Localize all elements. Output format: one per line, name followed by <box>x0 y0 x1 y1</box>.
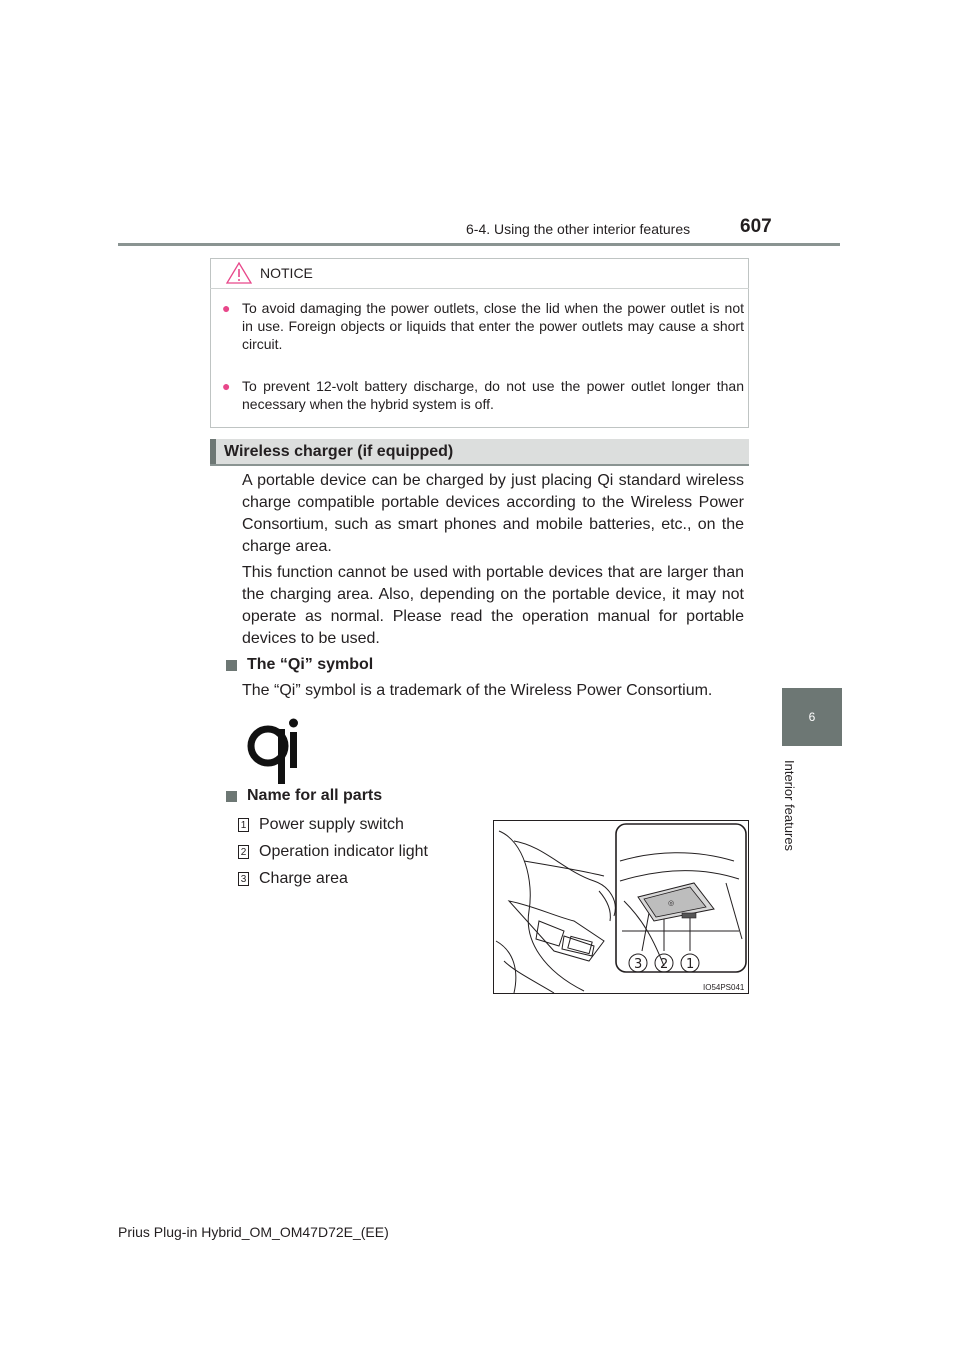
body-paragraph: This function cannot be used with portable devices that are larger than the charging area. Also, depending on the portable device, it may not operate as normal. Please read the operation manual for portable devices to be used. <box>242 564 744 647</box>
page-number: 607 <box>740 216 772 237</box>
part-number: 2 <box>238 845 249 859</box>
callout-3: 3 <box>634 957 643 972</box>
warning-triangle-icon <box>226 262 252 284</box>
section-heading-edge <box>210 439 216 464</box>
chapter-tab <box>782 688 842 746</box>
callout-2: 2 <box>660 957 669 972</box>
qi-subheading <box>226 656 373 674</box>
part-label: Power supply switch <box>259 816 404 833</box>
illustration-code: IO54PS041 <box>703 983 745 992</box>
part-label: Operation indicator light <box>259 843 428 860</box>
qi-logo-icon <box>246 716 302 786</box>
header-section-title: 6-4. Using the other interior features <box>466 221 691 237</box>
body-paragraph: A portable device can be charged by just placing Qi standard wireless charge compatible portable devices according to the Wireless Power Consortium, such as smart phones and mobile batteries, etc., on the charge area. <box>242 472 744 555</box>
bullet-dot-icon: ● <box>222 378 231 394</box>
notice-bullet <box>222 299 744 353</box>
part-number: 3 <box>238 872 249 886</box>
notice-header <box>226 262 313 284</box>
wireless-charger-illustration <box>493 820 749 994</box>
section-heading-bar <box>210 439 749 466</box>
notice-divider <box>210 288 749 289</box>
chapter-number: 6 <box>808 710 816 724</box>
console-drawing <box>494 821 749 994</box>
callout-1: 1 <box>686 957 695 972</box>
parts-subheading-text: Name for all parts <box>247 787 383 804</box>
notice-bullet-text: To prevent 12-volt battery discharge, do not use the power outlet longer than necessary when the hybrid system is off. <box>242 378 744 412</box>
bullet-dot-icon: ● <box>222 300 231 316</box>
notice-title: NOTICE <box>260 265 313 281</box>
notice-bullet-text: To avoid damaging the power outlets, close the lid when the power outlet is not in use. Foreign objects or liquids that enter the power outlets may cause a short circuit. <box>242 300 744 352</box>
qi-subheading-text: The “Qi” symbol <box>247 656 374 673</box>
part-item <box>238 816 404 834</box>
chapter-label <box>770 760 810 860</box>
footer-text: Prius Plug-in Hybrid_OM_OM47D72E_(EE) <box>118 1224 389 1240</box>
part-number: 1 <box>238 818 249 832</box>
section-title: Wireless charger (if equipped) <box>224 443 454 460</box>
part-item <box>238 843 428 861</box>
parts-subheading <box>226 787 382 805</box>
part-item <box>238 870 348 888</box>
qi-paragraph: The “Qi” symbol is a trademark of the Wireless Power Consortium. <box>242 682 713 699</box>
square-bullet-icon <box>226 660 237 671</box>
part-label: Charge area <box>259 870 348 887</box>
notice-bullet <box>222 377 744 413</box>
square-bullet-icon <box>226 791 237 802</box>
chapter-title: Interior features <box>782 760 797 852</box>
header-rule <box>118 243 840 246</box>
svg-text:◎: ◎ <box>668 899 675 907</box>
